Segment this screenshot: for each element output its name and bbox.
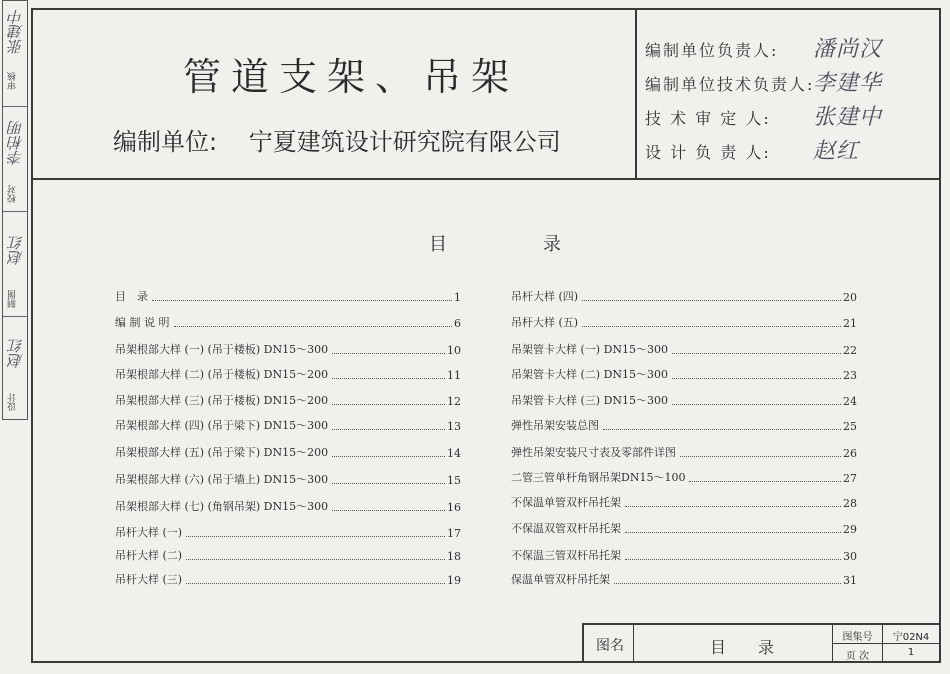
side-cell-review: [3, 1, 27, 106]
toc-entry-page: 26: [843, 447, 857, 460]
toc-entry[interactable]: [115, 415, 461, 433]
side-sign-review: 张建中: [7, 9, 25, 55]
toc-entry-title: 吊架管卡大样 (一) DN15～300: [511, 343, 669, 356]
responsible-label: 技 术 审 定 人:: [645, 109, 771, 128]
toc-entry-title: 二管三管单杆角钢吊架DN15～100: [511, 471, 686, 484]
toc-entry[interactable]: [115, 390, 461, 408]
responsible-label: 编制单位负责人:: [645, 41, 779, 60]
header-left: [33, 10, 633, 178]
toc-entry-page: 1: [454, 291, 461, 304]
side-label-proof: 校对: [8, 185, 18, 203]
toc-leader-dots: [186, 535, 445, 537]
responsible-signature: 李建华: [813, 71, 883, 96]
toc-entry[interactable]: [511, 415, 857, 433]
toc-entry-page: 24: [843, 395, 857, 408]
toc-leader-dots: [174, 325, 453, 327]
page-label-cell: [833, 644, 883, 663]
toc-leader-dots: [680, 455, 841, 457]
atlas-label: 图集号: [842, 632, 873, 643]
toc-entry-page: 18: [447, 550, 461, 563]
toc-entry-title: 吊架管卡大样 (二) DN15～300: [511, 368, 669, 381]
toc-entry-page: 28: [843, 497, 857, 510]
side-sign-design: 赵红: [7, 338, 25, 368]
responsible-row: [645, 102, 935, 132]
title-block-name-value-cell: [634, 625, 833, 663]
toc-entry-title: 目 录: [115, 290, 148, 303]
toc-entry[interactable]: [511, 492, 857, 510]
page-value-cell: [883, 644, 939, 663]
atlas-value-cell: [883, 625, 939, 644]
toc-leader-dots: [332, 428, 445, 430]
responsible-label: 编制单位技术负责人:: [645, 75, 815, 94]
toc-leader-dots: [582, 299, 841, 301]
toc-entry-title: 不保温双管双杆吊托架: [511, 522, 621, 535]
responsible-label: 设 计 负 责 人:: [645, 143, 771, 162]
side-signature-strip: [2, 0, 28, 420]
side-label-drawing: 制图: [8, 290, 18, 308]
toc-entry[interactable]: [511, 339, 857, 357]
toc-leader-dots: [332, 509, 445, 511]
side-cell-design: [3, 316, 27, 420]
toc-entry-page: 27: [843, 472, 857, 485]
title-block-name-label-cell: [584, 625, 634, 663]
toc-entry-page: 22: [843, 344, 857, 357]
toc-leader-dots: [186, 582, 445, 584]
toc-entry-title: 编 制 说 明: [115, 316, 170, 329]
side-label-design: 设计: [8, 393, 18, 411]
toc-entry[interactable]: [115, 545, 461, 563]
toc-entry-page: 30: [843, 550, 857, 563]
toc-entry-title: 弹性吊架安装尺寸表及零部件详图: [511, 446, 676, 459]
side-cell-drawing: [3, 211, 27, 316]
toc-entry-page: 19: [447, 574, 461, 587]
toc-leader-dots: [332, 403, 445, 405]
responsible-row: [645, 34, 935, 64]
toc-leader-dots: [332, 482, 445, 484]
toc-entry-title: 吊架管卡大样 (三) DN15～300: [511, 394, 669, 407]
toc-entry[interactable]: [115, 442, 461, 460]
toc-leader-dots: [689, 480, 841, 482]
page-title: 管道支架、吊架: [183, 55, 520, 99]
toc-entry[interactable]: [115, 339, 461, 357]
toc-entry[interactable]: [115, 569, 461, 587]
compiler-name: 宁夏建筑设计研究院有限公司: [248, 128, 561, 156]
toc-entry[interactable]: [511, 364, 857, 382]
toc-entry-title: 吊杆大样 (五): [511, 316, 579, 329]
toc-entry-title: 弹性吊架安装总图: [511, 419, 599, 432]
toc-leader-dots: [614, 582, 841, 584]
toc-leader-dots: [332, 377, 445, 379]
page-value: 1: [907, 647, 915, 658]
toc-entry-page: 14: [447, 447, 461, 460]
toc-entry-title: 吊杆大样 (二): [115, 549, 183, 562]
toc-entry[interactable]: [511, 467, 857, 485]
toc-entry-title: 吊架根部大样 (七) (角钢吊架) DN15～300: [115, 500, 329, 513]
toc-entry[interactable]: [511, 286, 857, 304]
toc-entry[interactable]: [115, 522, 461, 540]
toc-entry[interactable]: [511, 518, 857, 536]
toc-leader-dots: [152, 299, 452, 301]
responsible-signature: 赵红: [813, 139, 860, 164]
toc-entry[interactable]: [115, 364, 461, 382]
toc-entry[interactable]: [115, 469, 461, 487]
toc-entry-title: 吊架根部大样 (五) (吊于梁下) DN15～200: [115, 446, 329, 459]
toc-leader-dots: [186, 558, 445, 560]
toc-leader-dots: [582, 325, 841, 327]
toc-entry[interactable]: [511, 312, 857, 330]
toc-leader-dots: [672, 377, 841, 379]
toc-entry-title: 吊架根部大样 (四) (吊于梁下) DN15～300: [115, 419, 329, 432]
toc-entry-page: 29: [843, 523, 857, 536]
toc-entry-title: 吊架根部大样 (一) (吊于楼板) DN15～300: [115, 343, 329, 356]
toc-entry-page: 11: [447, 369, 461, 382]
toc-heading: 目录: [429, 234, 657, 255]
toc-entry-page: 15: [447, 474, 461, 487]
toc-leader-dots: [332, 352, 445, 354]
toc-entry-title: 吊杆大样 (一): [115, 526, 183, 539]
toc-entry-title: 保温单管双杆吊托架: [511, 573, 610, 586]
toc-entry-page: 12: [447, 395, 461, 408]
toc-entry-title: 不保温三管双杆吊托架: [511, 549, 621, 562]
responsible-row: [645, 136, 935, 166]
side-label-review: 审核: [8, 72, 18, 90]
toc-entry-title: 吊杆大样 (四): [511, 290, 579, 303]
compiler-label: 编制单位:: [113, 128, 218, 156]
side-cell-proof: [3, 106, 27, 211]
toc-entry-title: 不保温单管双杆吊托架: [511, 496, 621, 509]
toc-entry-page: 17: [447, 527, 461, 540]
compiler-line: [113, 122, 561, 157]
header: [33, 10, 939, 180]
toc-entry-page: 16: [447, 501, 461, 514]
toc-entry-title: 吊杆大样 (三): [115, 573, 183, 586]
toc-leader-dots: [603, 428, 841, 430]
toc-leader-dots: [672, 352, 841, 354]
toc-entry[interactable]: [511, 545, 857, 563]
toc-entry-page: 6: [454, 317, 461, 330]
toc-entry[interactable]: [511, 569, 857, 587]
toc-entry[interactable]: [115, 496, 461, 514]
toc-entry[interactable]: [115, 286, 461, 304]
toc-entry-page: 13: [447, 420, 461, 433]
atlas-label-cell: [833, 625, 883, 644]
page-label: 页 次: [845, 651, 870, 662]
drawing-frame: [31, 8, 941, 663]
responsibles-panel: [635, 10, 939, 178]
responsible-signature: 张建中: [813, 105, 883, 130]
toc-entry-page: 10: [447, 344, 461, 357]
toc-leader-dots: [672, 403, 841, 405]
toc-entry[interactable]: [115, 312, 461, 330]
toc-entry-page: 20: [843, 291, 857, 304]
toc-entry[interactable]: [511, 390, 857, 408]
toc-leader-dots: [625, 505, 841, 507]
title-block: [582, 623, 939, 663]
toc-leader-dots: [332, 455, 445, 457]
title-block-name-value: 目 录: [710, 638, 775, 657]
toc-entry-page: 21: [843, 317, 857, 330]
toc-entry-page: 31: [843, 574, 857, 587]
toc-entry-page: 25: [843, 420, 857, 433]
toc-entry-page: 23: [843, 369, 857, 382]
side-sign-proof: 李柏明: [7, 120, 25, 166]
toc-leader-dots: [625, 531, 841, 533]
responsible-row: [645, 68, 935, 98]
toc-entry-title: 吊架根部大样 (六) (吊于墙上) DN15～300: [115, 473, 329, 486]
side-sign-drawing: 赵红: [7, 235, 25, 265]
atlas-value: 宁02N4: [892, 632, 930, 643]
title-block-name-label: 图名: [596, 638, 624, 654]
toc-leader-dots: [625, 558, 841, 560]
toc-entry-title: 吊架根部大样 (二) (吊于楼板) DN15～200: [115, 368, 329, 381]
responsible-signature: 潘尚汉: [813, 37, 883, 62]
toc-entry[interactable]: [511, 442, 857, 460]
toc-entry-title: 吊架根部大样 (三) (吊于楼板) DN15～200: [115, 394, 329, 407]
